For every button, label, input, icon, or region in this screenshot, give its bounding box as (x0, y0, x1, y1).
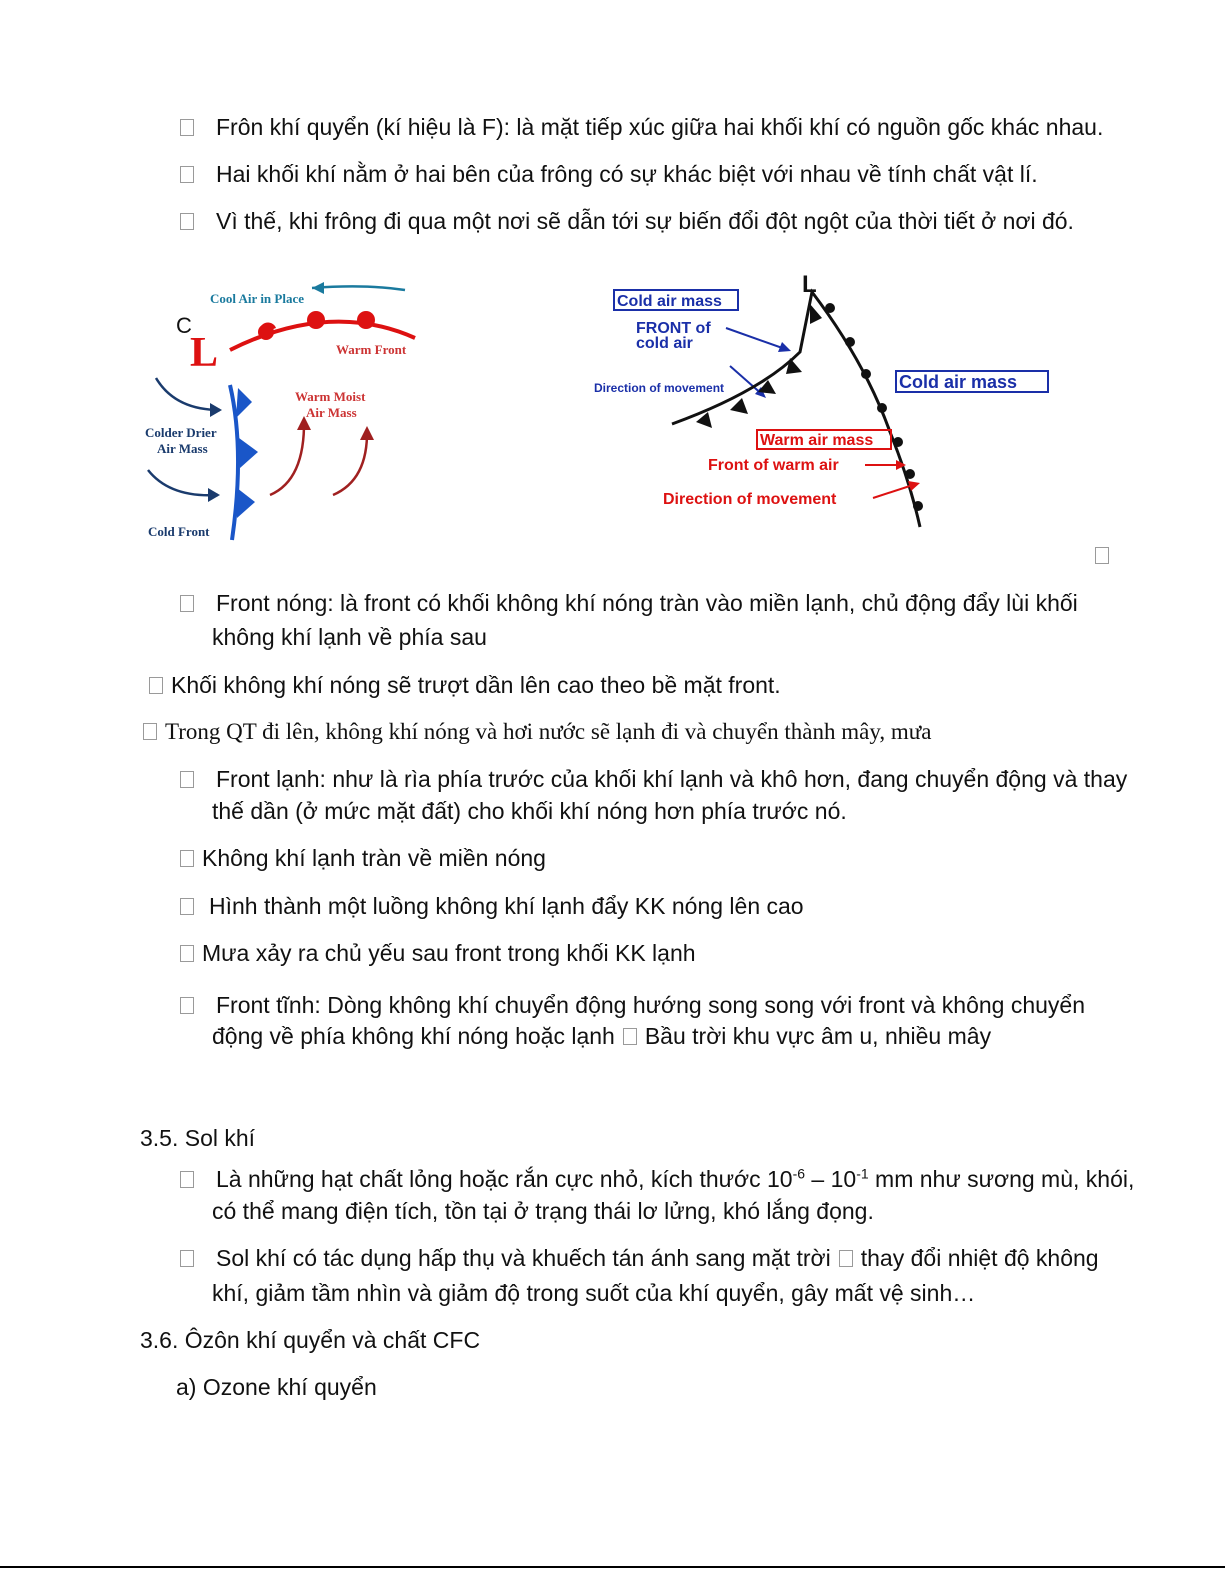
page-bottom-rule (0, 1566, 1225, 1568)
bullet-box-icon (1095, 547, 1109, 564)
cool-air-label: Cool Air in Place (210, 291, 305, 306)
cold-sub-bullet-3: Mưa xảy ra chủ yếu sau front trong khối KK lạnh (180, 938, 696, 968)
sol-bullet-2-cont: khí, giảm tầm nhìn và giảm độ trong suốt của khí quyển, gây mất vệ sinh… (212, 1280, 976, 1306)
warm-moist-label-1: Warm Moist (295, 389, 366, 404)
sol-bullet-1: Là những hạt chất lỏng hoặc rắn cực nhỏ, kích thước $10^{-6} - 10^{-1}$ mm như sương mù, khói, (180, 1164, 1134, 1194)
stationary-front-bullet-cont: động về phía không khí nóng hoặc lạnh Bầu trời khu vực âm u, nhiều mây (212, 1023, 992, 1049)
sol-bullet-1-cont: có thể mang điện tích, tồn tại ở trạng thái lơ lửng, khó lắng đọng. (212, 1198, 874, 1224)
warm-air-mass-label: Warm air mass (760, 432, 874, 449)
bullet-box-icon (623, 1028, 637, 1045)
front-diagram-right (590, 262, 1060, 537)
colder-drier-label-2: Air Mass (157, 441, 208, 456)
warm-process-bullet: Trong QT đi lên, không khí nóng và hơi nước sẽ lạnh đi và chuyển thành mây, mưa (143, 717, 931, 747)
cold-front-label: Cold Front (148, 524, 210, 539)
warm-front-bullet-cont: không khí lạnh về phía sau (212, 624, 487, 650)
low-pressure-label: L (190, 330, 219, 376)
bullet-box-icon (149, 677, 163, 694)
front-warm-label: Front of warm air (708, 457, 839, 474)
bullet-box-icon (180, 1250, 194, 1267)
bullet-box-icon (180, 166, 194, 183)
stationary-front-bullet: Front tĩnh: Dòng không khí chuyển động hướng song song với front và không chuyển (180, 990, 1085, 1020)
intro-bullet-2: Hai khối khí nằm ở hai bên của frông có sự khác biệt với nhau về tính chất vật lí. (180, 159, 1038, 189)
bullet-box-icon (180, 771, 194, 788)
front-diagram-left (140, 270, 440, 555)
bullet-box-icon (180, 850, 194, 867)
bullet-box-icon (180, 213, 194, 230)
bullet-box-icon (180, 119, 194, 136)
bullet-box-icon (180, 945, 194, 962)
warm-moist-label-2: Air Mass (306, 405, 357, 420)
bullet-box-icon (180, 595, 194, 612)
subsection-heading-ozone: a) Ozone khí quyển (176, 1374, 377, 1400)
warm-rise-bullet: Khối không khí nóng sẽ trượt dần lên cao theo bề mặt front. (149, 670, 781, 700)
bullet-box-icon (839, 1250, 853, 1267)
bullet-box-icon (143, 723, 157, 740)
cold-air-mass-left: Cold air mass (617, 293, 722, 310)
direction-blue-label: Direction of movement (594, 381, 725, 395)
low-pressure-label-right: L (802, 271, 817, 298)
sol-bullet-2: Sol khí có tác dụng hấp thụ và khuếch tán ánh sang mặt trời thay đổi nhiệt độ không (180, 1243, 1099, 1273)
c-label: C (176, 313, 192, 338)
bullet-box-icon (180, 997, 194, 1014)
direction-red-label: Direction of movement (663, 491, 837, 508)
warm-front-label: Warm Front (336, 342, 407, 357)
section-heading-ozone: 3.6. Ôzôn khí quyển và chất CFC (140, 1327, 481, 1353)
warm-front-bullet: Front nóng: là front có khối không khí nóng tràn vào miền lạnh, chủ động đẩy lùi khối (180, 588, 1078, 618)
bullet-box-icon (180, 898, 194, 915)
cold-front-bullet-cont: thế dần (ở mức mặt đất) cho khối khí nóng hơn phía trước nó. (212, 798, 847, 824)
cold-front-bullet: Front lạnh: như là rìa phía trước của khối khí lạnh và khô hơn, đang chuyển động và thay (180, 764, 1127, 794)
bullet-box-icon (180, 1171, 194, 1188)
section-heading-sol-khi: 3.5. Sol khí (140, 1125, 256, 1151)
front-cold-label-1: FRONT of (636, 320, 711, 337)
intro-bullet-3: Vì thế, khi frông đi qua một nơi sẽ dẫn tới sự biến đổi đột ngột của thời tiết ở nơi đó. (180, 206, 1074, 236)
cold-air-mass-right: Cold air mass (899, 372, 1018, 392)
cold-sub-bullet-2: Hình thành một luồng không khí lạnh đẩy KK nóng lên cao (180, 891, 804, 921)
colder-drier-label-1: Colder Drier (145, 425, 217, 440)
cold-sub-bullet-1: Không khí lạnh tràn về miền nóng (180, 843, 546, 873)
intro-bullet-1: Frôn khí quyển (kí hiệu là F): là mặt tiếp xúc giữa hai khối khí có nguồn gốc khác nhau. (180, 112, 1103, 142)
front-cold-label-2: cold air (636, 335, 693, 352)
